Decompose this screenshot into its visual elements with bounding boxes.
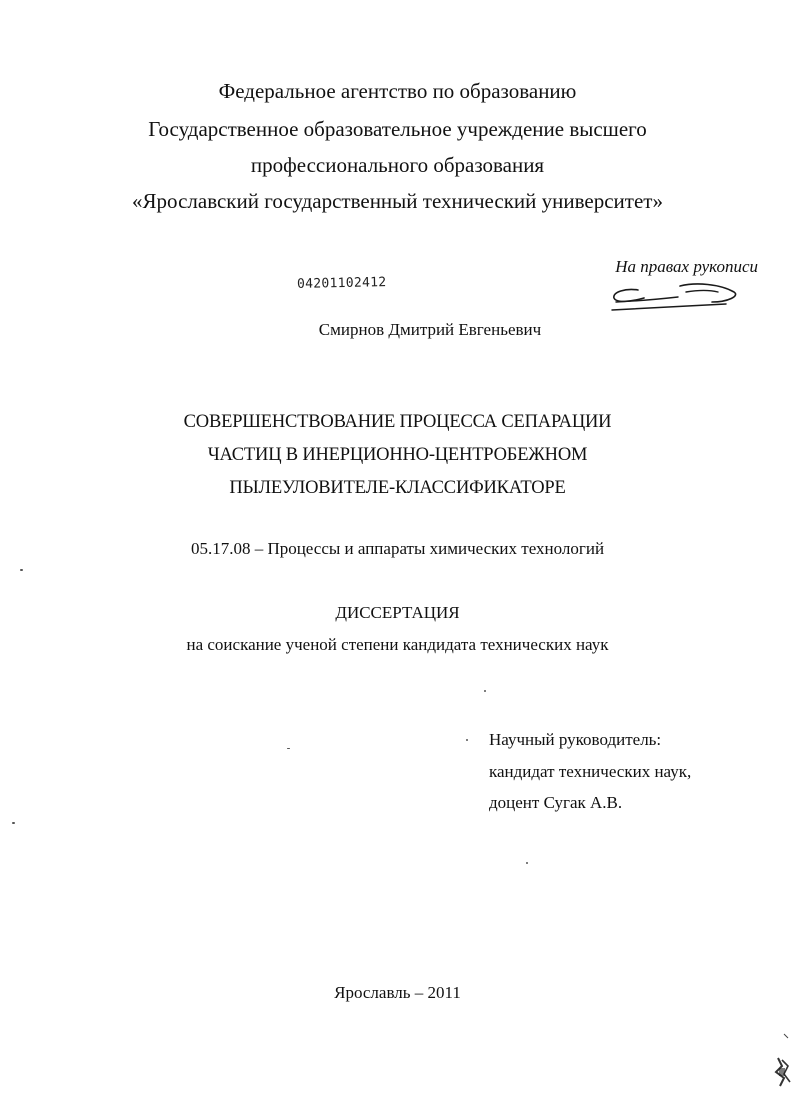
author-name: Смирнов Дмитрий Евгеньевич xyxy=(318,320,542,339)
scan-speck xyxy=(287,748,290,749)
corner-scan-mark xyxy=(770,1032,792,1090)
scan-speck xyxy=(466,739,468,741)
work-type: ДИССЕРТАЦИЯ xyxy=(335,603,460,622)
title-line-3: ПЫЛЕУЛОВИТЕЛЕ-КЛАССИФИКАТОРЕ xyxy=(229,478,566,498)
specialty-code: 05.17.08 – Процессы и аппараты химических технологий xyxy=(190,539,605,558)
city-year: Ярославль – 2011 xyxy=(334,983,461,1002)
university-name: «Ярославский государственный технический университет» xyxy=(132,189,663,213)
institution-line-2: профессионального образования xyxy=(250,153,545,177)
manuscript-note: На правах рукописи xyxy=(615,257,758,276)
scan-speck xyxy=(20,569,23,571)
institution-line-1: Государственное образовательное учреждение высшего xyxy=(148,117,647,141)
title-line-1: СОВЕРШЕНСТВОВАНИЕ ПРОЦЕССА СЕПАРАЦИИ xyxy=(183,412,612,432)
registry-code: 04201102412 xyxy=(296,275,387,292)
supervisor-label: Научный руководитель: xyxy=(489,730,662,749)
supervisor-name: доцент Сугак А.В. xyxy=(489,793,623,812)
handwritten-signature xyxy=(608,278,740,318)
supervisor-degree: кандидат технических наук, xyxy=(489,762,692,781)
agency-heading: Федеральное агентство по образованию xyxy=(218,79,577,103)
title-line-2: ЧАСТИЦ В ИНЕРЦИОННО-ЦЕНТРОБЕЖНОМ xyxy=(207,445,588,465)
degree-statement: на соискание ученой степени кандидата технических наук xyxy=(186,635,609,654)
scan-speck xyxy=(526,862,528,864)
scan-speck xyxy=(12,822,15,824)
scan-speck xyxy=(484,690,486,692)
